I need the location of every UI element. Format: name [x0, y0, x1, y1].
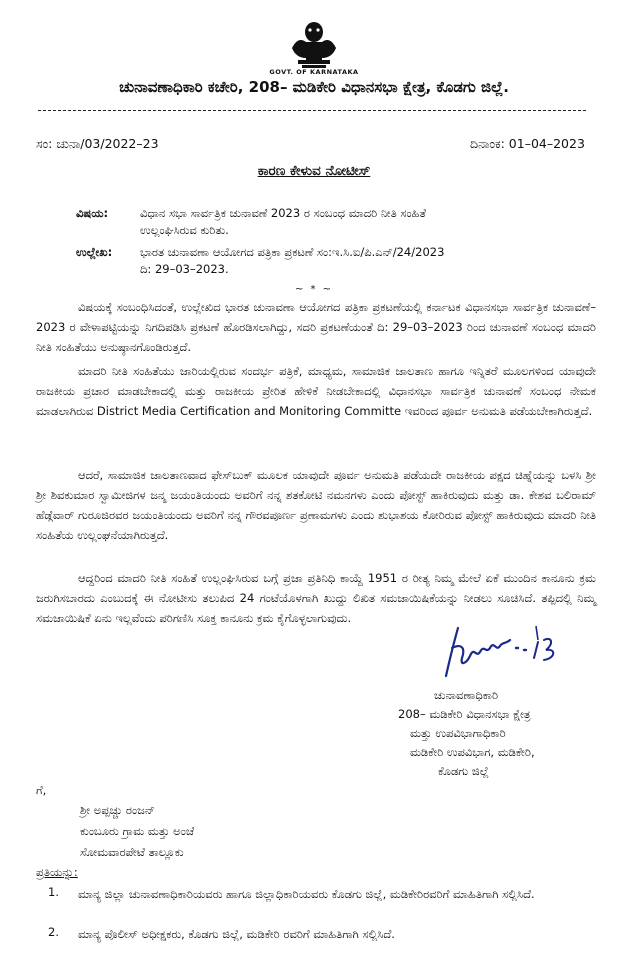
recipient-address-2: ಸೋಮವಾರಪೇಟೆ ತಾಲ್ಲೂಕು — [80, 845, 184, 859]
separator: ~ * ~ — [294, 284, 334, 295]
notice-date: ದಿನಾಂಕ: 01–04–2023 — [470, 136, 585, 151]
reference-line-1: ಭಾರತ ಚುನಾವಣಾ ಆಯೋಗದ ಪತ್ರಿಕಾ ಪ್ರಕಟಣೆ ಸಂ:ಇ.ಸಿ.ಐ/ಪಿ.ಎನ್/24/2023 — [140, 245, 445, 259]
reference-text — [140, 244, 590, 278]
karnataka-emblem-icon — [284, 18, 344, 70]
subject-line-2: ಉಲ್ಲಂಘಿಸಿರುವ ಕುರಿತು. — [140, 223, 229, 237]
signatory-designation: ಚುನಾವಣಾಧಿಕಾರಿ — [434, 688, 499, 702]
recipient-block — [80, 800, 194, 863]
subject-text — [140, 205, 590, 239]
copy-item-text: ಮಾನ್ಯ ಪೊಲೀಸ್ ಅಧೀಕ್ಷಕರು, ಕೊಡಗು ಜಿಲ್ಲೆ, ಮಡಿಕೇರಿ ರವರಿಗೆ ಮಾಹಿತಿಗಾಗಿ ಸಲ್ಲಿಸಿದೆ. — [78, 927, 395, 941]
signatory-line-4: ಮಡಿಕೇರಿ ಉಪವಿಭಾಗ, ಮಡಿಕೇರಿ, — [410, 745, 535, 759]
reference-number: ಸಂ: ಚುನಾ/03/2022–23 — [36, 136, 159, 151]
signatory-line-5: ಕೊಡಗು ಜಿಲ್ಲೆ — [438, 764, 489, 778]
copy-item-num: 2. — [48, 925, 59, 939]
handwritten-signature — [440, 618, 580, 684]
subject-label: ವಿಷಯ: — [76, 206, 109, 220]
copy-item-text: ಮಾನ್ಯ ಜಿಲ್ಲಾ ಚುನಾವಣಾಧಿಕಾರಿಯವರು ಹಾಗೂ ಜಿಲ್ಲಾಧಿಕಾರಿಯವರು ಕೊಡಗು ಜಿಲ್ಲೆ, ಮಡಿಕೇರಿರವರಿಗೆ ಮಾಹಿತಿಗಾಗಿ ಸಲ್ಲಿಸಿದೆ. — [78, 887, 535, 901]
signatory-line-2: 208– ಮಡಿಕೇರಿ ವಿಧಾನಸಭಾ ಕ್ಷೇತ್ರ — [398, 707, 531, 721]
office-title: ಚುನಾವಣಾಧಿಕಾರಿ ಕಚೇರಿ, 208– ಮಡಿಕೇರಿ ವಿಧಾನಸಭಾ ಕ್ಷೇತ್ರ, ಕೊಡಗು ಜಿಲ್ಲೆ. — [119, 78, 509, 96]
recipient-address-1: ಕುಂಬೂರು ಗ್ರಾಮ ಮತ್ತು ಅಂಚೆ — [80, 824, 195, 838]
page-title: ಕಾರಣ ಕೇಳುವ ನೋಟೀಸ್ — [257, 163, 371, 179]
header-divider — [38, 110, 586, 111]
subject-line-1: ವಿಧಾನ ಸಭಾ ಸಾರ್ವತ್ರಿಕ ಚುನಾವಣೆ 2023 ರ ಸಂಬಂಧ ಮಾದರಿ ನೀತಿ ಸಂಹಿತೆ — [140, 206, 427, 220]
govt-caption: GOVT. OF KARNATAKA — [269, 68, 359, 76]
reference-line-2: ದಿ: 29–03–2023. — [140, 262, 229, 276]
signature-block — [398, 686, 608, 781]
body-paragraph-3: ಆದರೆ, ಸಾಮಾಜಿಕ ಜಾಲತಾಣವಾದ ಫೇಸ್‌ಬುಕ್ ಮೂಲಕ ಯಾವುದೇ ಪೂರ್ವ ಅನುಮತಿ ಪಡೆಯದೇ ರಾಜಕೀಯ ಪಕ್ಷದ ಚಿಹ್ನೆಯನ್ನು ಬಳಸಿ ಶ್ರೀ ಶ್ರೀ ಶಿವಕುಮಾರ ಸ್ವಾಮೀಜಿಗಳ ಜನ್ಮ ಜಯಂತಿಯಂದು ಅವರಿಗೆ ನನ್ನ ಶತಕೋಟಿ ನಮನಗಳು ಎಂದು ಪೋಸ್ಟ್ ಹಾಕಿರುವುದು ಮತ್ತು ಡಾ. ಕೇಶವ ಬಲಿರಾಮ್ ಹೆಡ್ಗೆವಾರ್ ಗುರೂಜಿರವರ ಜಯಂತಿಯಂದು ಅವರಿಗೆ ನನ್ನ ಗೌರವಪೂರ್ಣ ಪ್ರಣಾಮಗಳು ಎಂದು ಶುಭಾಶಯ ಕೋರಿರುವ ಪೋಸ್ಟ್ ಹಾಕಿರುವುದು ಮಾದರಿ ನೀತಿ ಸಂಹಿತೆಯ ಉಲ್ಲಂಘನೆಯಾಗಿರುತ್ತದೆ. — [36, 468, 596, 542]
signatory-line-3: ಮತ್ತು ಉಪವಿಭಾಗಾಧಿಕಾರಿ — [410, 726, 506, 740]
reference-label: ಉಲ್ಲೇಖ: — [76, 245, 113, 259]
copies-label: ಪ್ರತಿಯನ್ನು: — [36, 865, 78, 879]
recipient-name: ಶ್ರೀ ಅಪ್ಪಚ್ಚು ರಂಜನ್ — [80, 803, 155, 817]
body-paragraph-4: ಆದ್ದರಿಂದ ಮಾದರಿ ನೀತಿ ಸಂಹಿತೆ ಉಲ್ಲಂಘಿಸಿರುವ ಬಗ್ಗೆ ಪ್ರಜಾ ಪ್ರತಿನಿಧಿ ಕಾಯ್ದೆ 1951 ರ ರೀತ್ಯ ನಿಮ್ಮ ಮೇಲೆ ಏಕೆ ಮುಂದಿನ ಕಾನೂನು ಕ್ರಮ ಜರುಗಿಸಬಾರದು ಎಂಬುದಕ್ಕೆ ಈ ನೋಟೀಸು ತಲುಪಿದ 24 ಗಂಟೆಯೊಳಗಾಗಿ ಖುದ್ದು ಲಿಖಿತ ಸಮಜಾಯಿಷಿಕೆಯನ್ನು ನೀಡಲು ಸೂಚಿಸಿದೆ. ತಪ್ಪಿದಲ್ಲಿ ನಿಮ್ಮ ಸಮಜಾಯಿಷಿಕೆ ಏನು ಇಲ್ಲವೆಂದು ಪರಿಗಣಿಸಿ ಸೂಕ್ತ ಕಾನೂನು ಕ್ರಮ ಕೈಗೊಳ್ಳಲಾಗುವುದು. — [36, 571, 596, 625]
body-paragraph-1: ವಿಷಯಕ್ಕೆ ಸಂಬಂಧಿಸಿದಂತೆ, ಉಲ್ಲೇಖಿದ ಭಾರತ ಚುನಾವಣಾ ಆಯೋಗದ ಪತ್ರಿಕಾ ಪ್ರಕಟಣೆಯಲ್ಲಿ ಕರ್ನಾಟಕ ವಿಧಾನಸಭಾ ಸಾರ್ವತ್ರಿಕ ಚುನಾವಣೆ–2023 ರ ವೇಳಾಪಟ್ಟಿಯನ್ನು ನಿಗದಿಪಡಿಸಿ ಪ್ರಕಟಣೆ ಹೊರಡಿಸಲಾಗಿದ್ದು, ಸದರಿ ಪ್ರಕಟಣೆಯಂತೆ ದಿ: 29–03–2023 ರಿಂದ ಚುನಾವಣೆ ಸಂಬಂಧ ಮಾದರಿ ನೀತಿ ಸಂಹಿತೆಯು ಅನುಷ್ಠಾನಗೊಂಡಿರುತ್ತದೆ. — [36, 300, 596, 354]
body-paragraph-2: ಮಾದರಿ ನೀತಿ ಸಂಹಿತೆಯು ಜಾರಿಯಲ್ಲಿರುವ ಸಂದರ್ಭ ಪತ್ರಿಕೆ, ಮಾಧ್ಯಮ, ಸಾಮಾಜಿಕ ಜಾಲತಾಣ ಹಾಗೂ ಇನ್ನಿತರೆ ಮೂಲಗಳಿಂದ ಯಾವುದೇ ರಾಜಕೀಯ ಪ್ರಚಾರ ಮಾಡಬೇಕಾದಲ್ಲಿ ಮತ್ತು ರಾಜಕೀಯ ಪ್ರೇರಿತ ಹೇಳಿಕೆ ನೀಡಬೇಕಾದಲ್ಲಿ ವಿಧಾನಸಭಾ ಸಾರ್ವತ್ರಿಕ ಚುನಾವಣೆ ಸಂಬಂಧ ನೇಮಕ ಮಾಡಲಾಗಿರುವ District Media Certification and Monitoring Committe ಇವರಿಂದ ಪೂರ್ವ ಅನುಮತಿ ಪಡೆಯಬೇಕಾಗಿರುತ್ತದೆ. — [36, 364, 596, 418]
recipient-label: ಗೆ, — [36, 783, 47, 797]
copy-item-num: 1. — [48, 885, 59, 899]
